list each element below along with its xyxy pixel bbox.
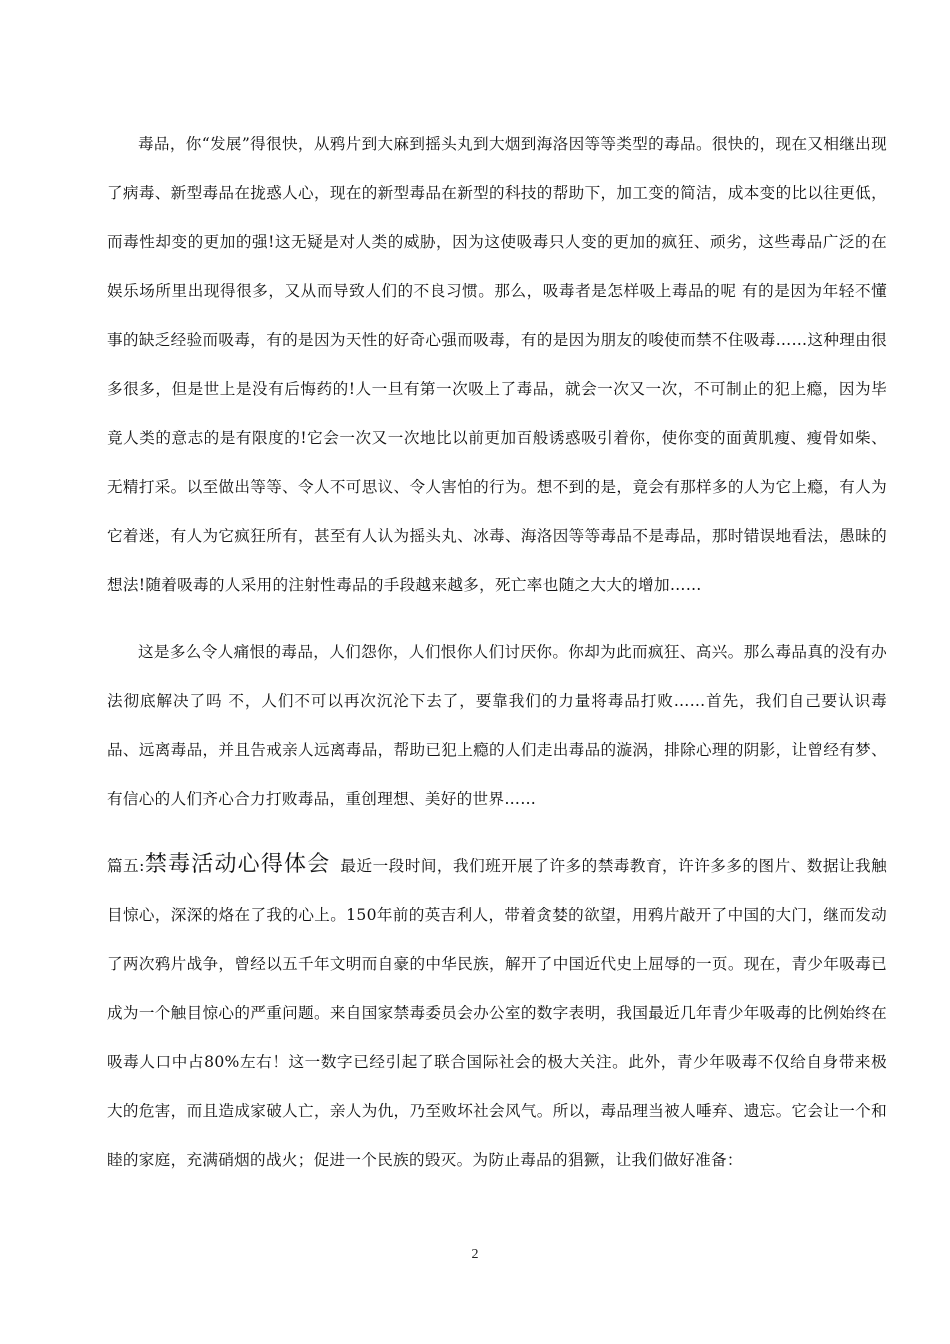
section-prefix: 篇五: [107,857,145,875]
section-body: 最近一段时间，我们班开展了许多的禁毒教育，许许多多的图片、数据让我触目惊心，深深的烙在了我的心上。150年前的英吉利人，带着贪婪的欲望，用鸦片敲开了中国的大门，继而发动了两次鸦片战争，曾经以五千年文明而自豪的中华民族，解开了中国近代史上屈辱的一页。现在，青少年吸毒已成为一个触目惊心的严重问题。来自国家禁毒委员会办公室的数字表明，我国最近几年青少年吸毒的比例始终在吸毒人口中占80%左右！这一数字已经引起了联合国际社会的极大关注。此外，青少年吸毒不仅给自身带来极大的危害，而且造成家破人亡，亲人为仇，乃至败坏社会风气。所以，毒品理当被人唾弃、遗忘。它会让一个和睦的家庭，充满硝烟的战火；促进一个民族的毁灭。为防止毒品的猖獗，让我们做好准备： [107,857,887,1169]
page-number: 2 [471,1247,479,1262]
section-title: 禁毒活动心得体会 [144,852,331,877]
paragraph-1: 毒品，你“发展”得很快，从鸦片到大麻到摇头丸到大烟到海洛因等等类型的毒品。很快的，现在又相继出现了病毒、新型毒品在拢惑人心，现在的新型毒品在新型的科技的帮助下，加工变的简洁，成本变的比以往更低，而毒性却变的更加的强!这无疑是对人类的威胁，因为这使吸毒只人变的更加的疯狂、顽劣，这些毒品广泛的在娱乐场所里出现得很多，又从而导致人们的不良习惯。那么，吸毒者是怎样吸上毒品的呢 有的是因为年轻不懂事的缺乏经验而吸毒，有的是因为天性的好奇心强而吸毒，有的是因为朋友的唆使而禁不住吸毒……这种理由很多很多，但是世上是没有后悔药的!人一旦有第一次吸上了毒品，就会一次又一次，不可制止的犯上瘾，因为毕竟人类的意志的是有限度的!它会一次又一次地比以前更加百般诱惑吸引着你，使你变的面黄肌瘦、瘦骨如柴、无精打采。以至做出等等、令人不可思议、令人害怕的行为。想不到的是，竟会有那样多的人为它上瘾，有人为它着迷，有人为它疯狂所有，甚至有人认为摇头丸、冰毒、海洛因等等毒品不是毒品，那时错误地看法，愚昧的想法!随着吸毒的人采用的注射性毒品的手段越来越多，死亡率也随之大大的增加…… [107,135,887,594]
paragraph-spacer [107,610,887,628]
paragraph-2: 这是多么令人痛恨的毒品，人们怨你，人们恨你人们讨厌你。你却为此而疯狂、高兴。那么毒品真的没有办法彻底解决了吗 不，人们不可以再次沉沦下去了，要靠我们的力量将毒品打败……首先，我们自己要认识毒品、远离毒品，并且告戒亲人远离毒品，帮助已犯上瘾的人们走出毒品的漩涡，排除心理的阴影，让曾经有梦、有信心的人们齐心合力打败毒品，重创理想、美好的世界…… [107,643,887,808]
document-body [107,120,887,1185]
section-spacer [107,824,887,840]
section-paragraph [107,840,887,1185]
